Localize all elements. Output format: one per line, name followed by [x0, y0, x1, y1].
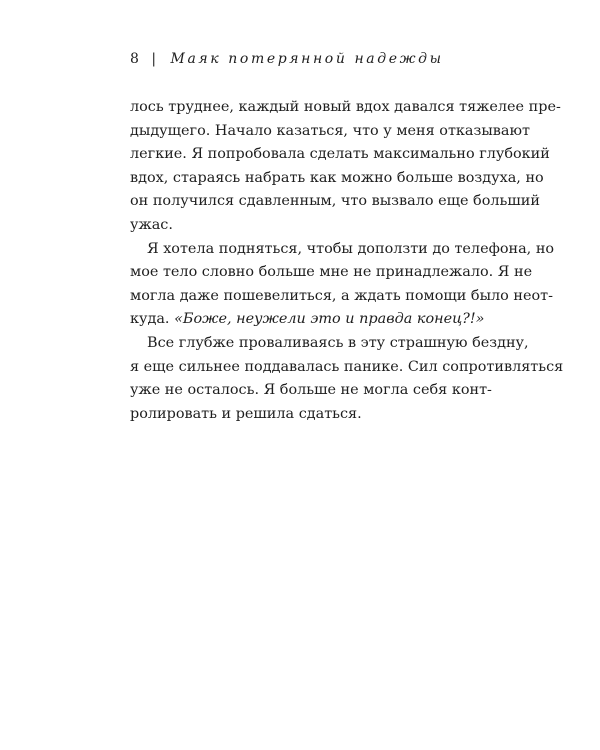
text-line: вдох, стараясь набрать как можно больше воздуха, но	[130, 169, 544, 186]
header-separator: |	[151, 51, 157, 67]
page-number: 8	[130, 51, 139, 67]
text-line	[130, 308, 490, 332]
text-line: я еще сильнее поддавалась панике. Сил сопротивляться	[130, 358, 564, 375]
text-line: он получился сдавленным, что вызвало еще больший	[130, 193, 540, 210]
text-line: Все глубже проваливаясь в эту страшную бездну,	[147, 334, 529, 351]
text-line: лось труднее, каждый новый вдох давался тяжелее пре-	[130, 99, 561, 115]
text-line: уже не осталось. Я больше не могла себя конт-	[130, 382, 492, 399]
text-line: могла даже пошевелиться, а ждать помощи было неот-	[130, 287, 553, 304]
text-line: легкие. Я попробовала сделать максимально глубокий	[130, 146, 550, 163]
text-line: ужас.	[130, 216, 173, 233]
text-line: дыдущего. Начало казаться, что у меня отказывают	[130, 122, 530, 139]
running-title: Маяк потерянной надежды	[170, 51, 444, 67]
body-text	[130, 96, 564, 426]
text-line: ролировать и решила сдаться.	[130, 405, 362, 422]
text-line: мое тело словно больше мне не принадлежало. Я не	[130, 264, 533, 281]
running-header	[130, 50, 444, 68]
emphasized-quote: «Боже, неужели это и правда конец?!»	[174, 311, 485, 328]
text-run: куда.	[130, 311, 175, 328]
text-line: Я хотела подняться, чтобы доползти до телефона, но	[147, 240, 555, 257]
